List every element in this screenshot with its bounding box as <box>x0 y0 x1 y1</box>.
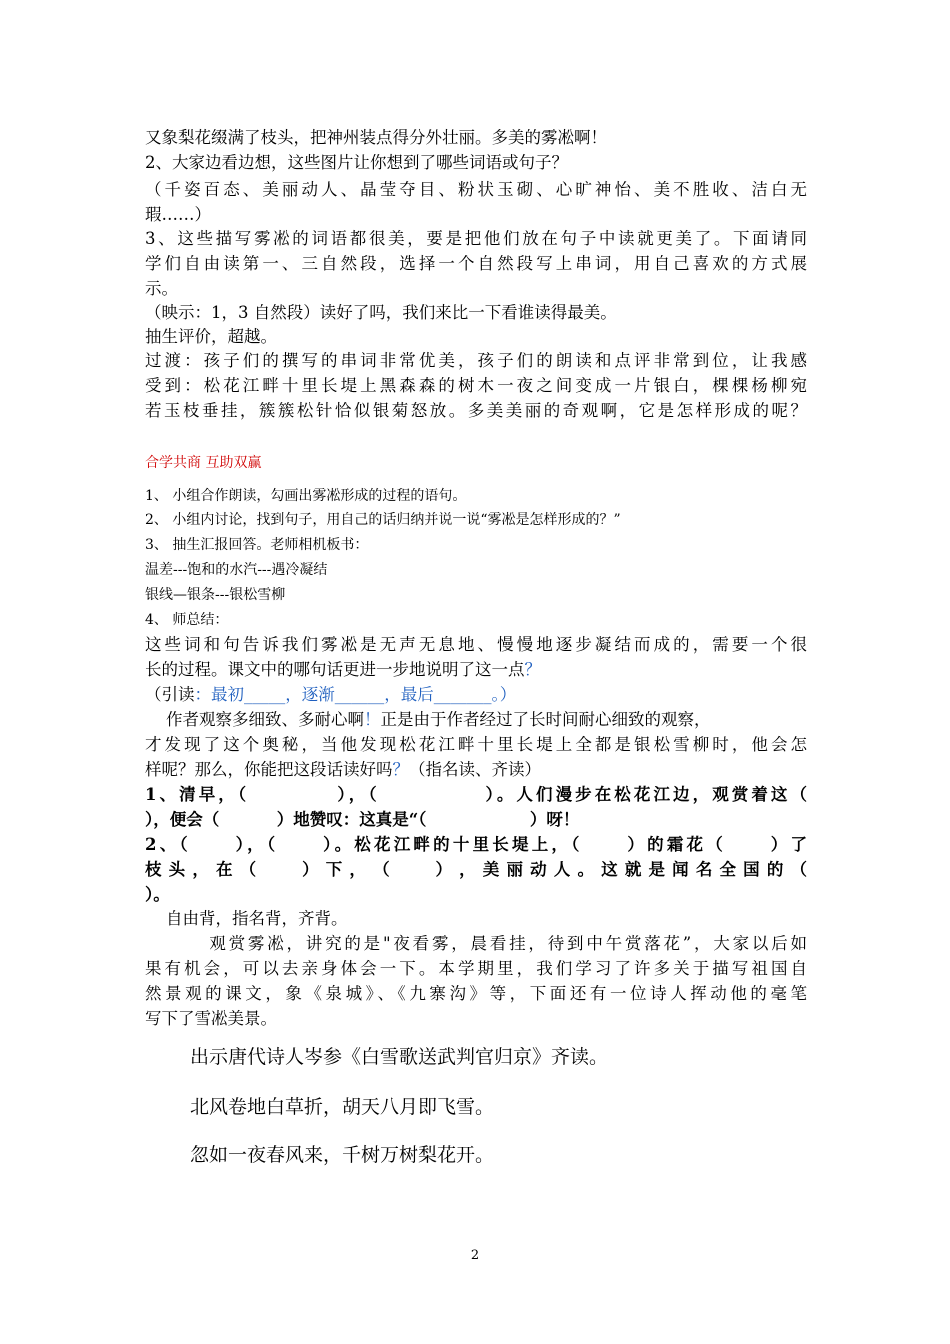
section-heading: 合学共商 互助双赢 <box>145 455 262 471</box>
text-line: 瑕……） <box>145 205 211 224</box>
page-number: 2 <box>470 1248 480 1263</box>
fill-in-line <box>145 683 516 707</box>
fill-in-line: 2、（ ），（ ）。松花江畔的十里长堤上，（ ）的霜花（ ）了 <box>145 835 807 854</box>
text-line: 学们自由读第一、三自然段，选择一个自然段写上串词，用自己喜欢的方式展 <box>145 254 807 273</box>
text-line: 又象梨花缀满了枝头，把神州装点得分外壮丽。多美的雾凇啊！ <box>145 128 607 147</box>
text-span: 作者观察多细致、多耐心啊 <box>145 710 364 729</box>
text-line: 2、大家边看边想，这些图片让你想到了哪些词语或句子？ <box>145 153 568 172</box>
text-line: 过渡：孩子们的撰写的串词非常优美，孩子们的朗读和点评非常到位，让我感 <box>145 351 807 370</box>
poem-line: 北风卷地白草折，胡天八月即飞雪。 <box>190 1096 495 1118</box>
text-span: 正是由于作者经过了长时间耐心细致的观察， <box>380 710 711 729</box>
text-line: 抽生评价，超越。 <box>145 327 277 346</box>
step-item: 1、 小组合作朗读，勾画出雾凇形成的过程的语句。 <box>145 488 467 504</box>
text-line <box>145 758 541 782</box>
text-span: （指名读、齐读） <box>409 760 541 779</box>
fill-in-line: ），便会（ ）地赞叹：这真是“（ ）呀！ <box>145 810 580 829</box>
text-line: 写下了雪凇美景。 <box>145 1009 277 1028</box>
fill-in-line: 枝 头 ， 在 （ ） 下 ， （ ） ， 美 丽 动 人 。 这 就 是 闻 名 全 国 的 （ <box>145 860 807 879</box>
text-line: （千姿百态、美丽动人、晶莹夺目、粉状玉砌、心旷神怡、美不胜收、洁白无 <box>145 180 807 199</box>
question-mark: ？ <box>392 760 409 779</box>
text-line: 受到：松花江畔十里长堤上黑森森的树木一夜之间变成一片银白，棵棵杨柳宛 <box>145 376 807 395</box>
poem-intro: 出示唐代诗人岑参《白雪歌送武判官归京》齐读。 <box>190 1046 609 1068</box>
text-line: 3、这些描写雾凇的词语都很美，要是把他们放在句子中读就更美了。下面请同 <box>145 229 807 248</box>
question-mark: ？ <box>524 660 541 679</box>
text-line: （映示：1，3 自然段）读好了吗，我们来比一下看谁读得最美。 <box>145 303 617 322</box>
fill-in-line: 1、清早，（ ），（ ）。人们漫步在松花江边，观赏着这（ <box>145 785 807 804</box>
text-line: 才发现了这个奥秘，当他发现松花江畔十里长堤上全都是银松雪柳时，他会怎 <box>145 735 807 754</box>
text-line: 果有机会，可以去亲身体会一下。本学期里，我们学习了许多关于描写祖国自 <box>145 959 807 978</box>
text-line <box>145 708 710 732</box>
poem-line: 忽如一夜春风来，千树万树梨花开。 <box>190 1144 495 1166</box>
text-line: 然景观的课文，象《泉城》、《九寨沟》等，下面还有一位诗人挥动他的毫笔 <box>145 984 807 1003</box>
text-line <box>145 658 541 682</box>
step-item: 2、 小组内讨论，找到句子，用自己的话归纳并说一说“雾凇是怎样形成的？” <box>145 512 621 528</box>
text-line: 若玉枝垂挂，簇簇松针恰似银菊怒放。多美美丽的奇观啊，它是怎样形成的呢？ <box>145 401 807 420</box>
board-note: 温差---饱和的水汽---遇冷凝结 <box>145 562 328 578</box>
board-note: 银线—银条---银松雪柳 <box>145 587 286 603</box>
exclamation-mark: ！ <box>363 710 381 729</box>
step-item: 3、 抽生汇报回答。老师相机板书： <box>145 537 369 553</box>
step-item: 4、 师总结： <box>145 612 229 628</box>
text-line: 这些词和句告诉我们雾凇是无声无息地、慢慢地逐步凝结而成的，需要一个很 <box>145 635 807 654</box>
text-span: （引读 <box>145 685 195 704</box>
text-line: 观赏雾凇，讲究的是"夜看雾，晨看挂，待到中午赏落花”，大家以后如 <box>145 934 807 953</box>
text-span: ：最初_____，逐渐______，最后_______。） <box>194 685 517 704</box>
fill-in-line: ）。 <box>145 885 170 904</box>
text-line: 自由背，指名背，齐背。 <box>145 909 348 928</box>
text-line: 示。 <box>145 279 178 298</box>
text-span: 样呢？那么，你能把这段话读好吗 <box>145 760 393 779</box>
text-span: 长的过程。课文中的哪句话更进一步地说明了这一点 <box>145 660 525 679</box>
